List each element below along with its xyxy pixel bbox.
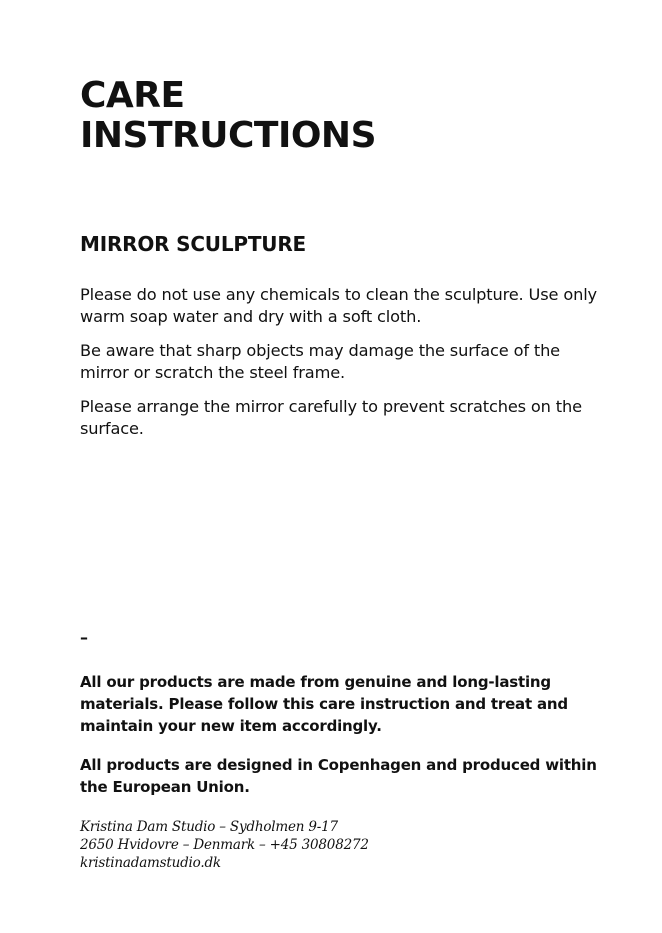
instruction-list <box>80 284 600 452</box>
footer-note-origin: All products are designed in Copenhagen and produced within the European Union. <box>80 756 597 796</box>
studio-address <box>80 818 369 872</box>
instruction-paragraph-1: Please do not use any chemicals to clean the sculpture. Use only warm soap water and dry with a soft cloth. <box>80 285 597 326</box>
page-title <box>80 76 376 156</box>
website-text: kristinadamstudio.dk <box>80 855 221 871</box>
page-title-line-2: INSTRUCTIONS <box>80 115 376 156</box>
instruction-paragraph-2: Be aware that sharp objects may damage the surface of the mirror or scratch the steel frame. <box>80 341 560 382</box>
address-line-1: Kristina Dam Studio – Sydholmen 9-17 <box>80 819 338 835</box>
footer-note-materials: All our products are made from genuine and long-lasting materials. Please follow this care instruction and treat and maintain your new item accordingly. <box>80 673 568 735</box>
page-title-line-1: CARE <box>80 75 185 116</box>
section-heading: MIRROR SCULPTURE <box>80 232 306 256</box>
instruction-paragraph-3: Please arrange the mirror carefully to prevent scratches on the surface. <box>80 397 582 438</box>
divider-dash: – <box>80 628 88 647</box>
address-line-2: 2650 Hvidovre – Denmark – +45 30808272 <box>80 837 369 853</box>
footer-notes <box>80 671 600 815</box>
